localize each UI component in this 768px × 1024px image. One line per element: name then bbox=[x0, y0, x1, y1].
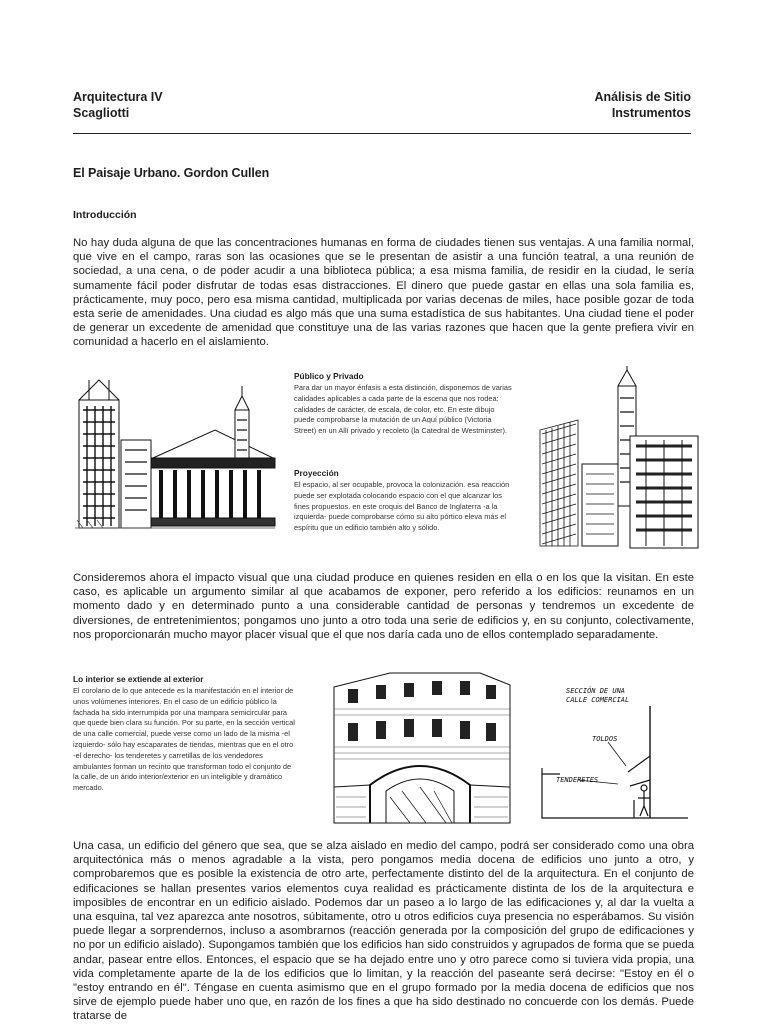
paragraph-intro: No hay duda alguna de que las concentraciones humanas en forma de ciudades tienen sus ventajas. A una familia normal, que vive en el campo, raras son las ocasiones que se le presentan de asistir a una función teatral, a una reunión de sociedad, a una cena, o de poder acudir a una biblioteca pública; a esa misma familia, de residir en la ciudad, le sería sumamente fácil poder disfrutar de todas esas distracciones. El dinero que puede gastar en ellas una sola familia es, prácticamente, muy poco, pero esa misma cantidad, multiplicada por varias decenas de miles, hace posible gozar de toda esta serie de amenidades. Una ciudad es algo más que una suma estadística de sus habitantes. Una ciudad tiene el poder de generar un excedente de amenidad que constituye una de las varias razones que hacen que la gente prefiera vivir en comunidad a hacerlo en el aislamiento. bbox=[73, 237, 694, 349]
sketch-label-line-1: SECCIÓN DE UNA bbox=[566, 687, 626, 695]
document-title: El Paisaje Urbano. Gordon Cullen bbox=[73, 166, 270, 180]
sketch-label-tenderetes: TENDERETES bbox=[556, 776, 599, 784]
caption-text-proyeccion: El espacio, al ser ocupable, provoca la colonización. esa reacción puede ser explotada colocando espacio con el que alcanzar los fines propuestos. en este croquis del Banco de Inglaterra -a la izquierda- puede comprobarse cómo su alto pórtico eleva más el espíritu que un edificio también alto y sólido. bbox=[294, 480, 510, 533]
sketch-label-section-title bbox=[566, 687, 629, 705]
caption-proyeccion bbox=[294, 468, 512, 534]
caption-interior bbox=[73, 674, 295, 794]
paragraph-visual-impact: Consideremos ahora el impacto visual que una ciudad produce en quienes residen en ella o en los que la visitan. En este caso, es aplicable un argumento similar al que acabamos de exponer, pero referido a los edificios: reunamos en un momento dado y en determinado punto a una considerable cantidad de personas y tendremos un excedente de diversiones, de entretenimientos; pongamos uno junto a otro toda una serie de edificios y, en su conjunto, colectivamente, nos proporcionarán mucho mayor placer visual que el que nos daría cada uno de ellos contemplado separadamente. bbox=[73, 572, 694, 641]
sketch-label-line-2: CALLE COMERCIAL bbox=[566, 696, 630, 704]
caption-heading-proyeccion: Proyección bbox=[294, 468, 339, 478]
section-heading-intro: Introducción bbox=[73, 209, 137, 221]
caption-text-publico: Para dar un mayor énfasis a esta distinción, disponemos de varias calidades aplicables a cada parte de la escena que nos rodea: calidades de carácter, de escala, de color, etc. En este dibujo puede comprobarse la mutación de un Aquí público (Victoria Street) en un Allí privado y recoleto (la Catedral de Westminster). bbox=[294, 383, 512, 436]
header-right bbox=[594, 90, 691, 121]
unit-name: Instrumentos bbox=[611, 105, 691, 120]
sketch-bank-of-england bbox=[75, 370, 277, 530]
caption-text-interior: El corolario de lo que antecede es la manifestación en el interior de unos volúmenes interiores. En el caso de un edificio público la fachada ha sido interrumpida por una mampara semicircular para que quede bien clara su función. Por su parte, en la sección vertical de una calle comercial, puede verse como un lado de la misma -el izquierdo- sólo hay escaparates de tiendas, mientras que en el otro -el derecho- los tenderetes y carretillas de los vendedores ambulantes forman un recinto que transforman todo el conjunto de la calle, de un árido interior/exterior en un inteligible y dramático mercado. bbox=[73, 686, 295, 793]
sketch-label-toldos: TOLDOS bbox=[592, 735, 618, 743]
caption-heading-publico: Público y Privado bbox=[294, 371, 364, 381]
sketch-public-building-facade bbox=[330, 667, 520, 827]
course-name: Arquitectura IV bbox=[73, 90, 163, 104]
subject-name: Análisis de Sitio bbox=[594, 90, 691, 104]
caption-heading-interior: Lo interior se extiende al exterior bbox=[73, 674, 204, 684]
header-divider bbox=[73, 133, 691, 134]
teacher-name: Scagliotti bbox=[73, 105, 130, 120]
paragraph-buildings-group: Una casa, un edificio del género que sea, que se alza aislado en medio del campo, podrá ser considerado como una obra arquitectónica más o menos agradable a la vista, pero pongamos media docena de edificios uno junto a otro, y comprobaremos que es posible la existencia de otro arte, perfectamente distinto del de la arquitectura. En el conjunto de edificaciones se hallan presentes varios elementos cuya realidad es prácticamente distinta de los de la arquitectura e imposibles de encontrar en un edificio aislado. Podemos dar un paseo a lo largo de las edificaciones y, al dar la vuelta a una esquina, tal vez aparezca ante nosotros, súbitamente, otro u otros edificios cuya presencia no esperábamos. Su visión puede llegar a sorprendernos, incluso a asombrarnos (reacción generada por la composición del grupo de edificaciones y no por un edificio aislado). Supongamos también que los edificios han sido construidos y agrupados de forma que se pueda andar, pasear entre ellos. Entonces, el espacio que se ha dejado entre uno y otro parece como si tuviera vida propia, una vida completamente aparte de la de los edificios que lo limitan, y la reacción del paseante será decirse: "Estoy en él o "estoy entrando en él". Téngase en cuenta asimismo que en el grupo formado por la media docena de edificios que nos sirve de ejemplo puede haber uno que, en razón de los fines a que ha sido destinado no concuerde con los demás. Puede tratarse de bbox=[73, 840, 694, 1023]
sketch-victoria-street bbox=[538, 364, 700, 550]
header-left bbox=[73, 90, 163, 121]
caption-publico bbox=[294, 371, 512, 437]
